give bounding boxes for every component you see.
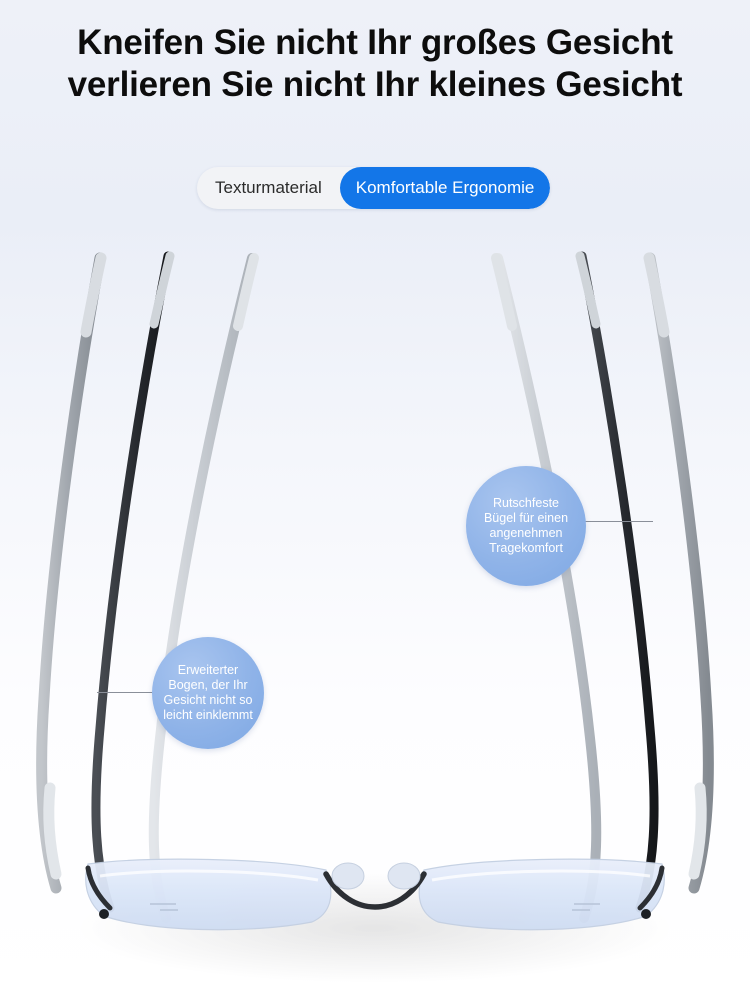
callout-extended-arc: [152, 637, 264, 749]
callout-anti-slip-temples-text: Rutschfeste Bügel für einen angenehmen Tragekomfort: [483, 496, 569, 555]
tab-komfortable-ergonomie[interactable]: [340, 167, 551, 209]
glasses-graphic: [0, 228, 750, 1000]
callout-extended-arc-text: Erweiterter Bogen, der Ihr Gesicht nicht so leicht einklemmt: [163, 663, 253, 722]
headline-line-1: Kneifen Sie nicht Ihr großes Gesicht: [77, 23, 673, 62]
tab-texturmaterial[interactable]: [197, 167, 340, 209]
tab-komfortable-ergonomie-label: Komfortable Ergonomie: [355, 178, 535, 197]
callout-leader-left: [97, 692, 159, 693]
callout-leader-right: [583, 521, 653, 522]
feature-tabs: [197, 167, 550, 209]
tab-texturmaterial-label: Texturmaterial: [215, 178, 322, 197]
callout-anti-slip-temples: [466, 466, 586, 586]
headline-line-2: verlieren Sie nicht Ihr kleines Gesicht: [67, 65, 683, 104]
page-title: [0, 22, 750, 106]
product-illustration: [0, 228, 750, 1000]
